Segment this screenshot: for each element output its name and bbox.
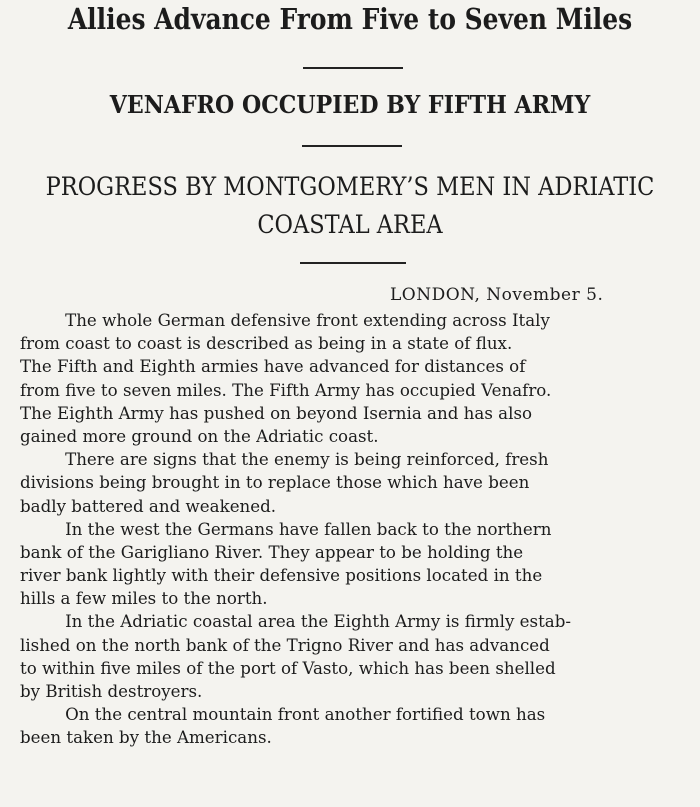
headline: Allies Advance From Five to Seven Miles (67, 2, 633, 36)
paragraph-line: In the west the Germans have fallen back to the northern (65, 519, 552, 540)
paragraph-line: from five to seven miles. The Fifth Army has occupied Venafro. (20, 380, 552, 401)
paragraph-line: bank of the Garigliano River. They appear to be holding the (20, 542, 524, 563)
paragraph-line: divisions being brought in to replace those which have been (20, 473, 530, 494)
divider-rule (303, 67, 403, 69)
paragraph-line: badly battered and weakened. (20, 496, 277, 517)
divider-rule (300, 262, 406, 264)
dateline: LONDON, November 5. (390, 285, 604, 305)
paragraph-line: to within five miles of the port of Vasto, which has been shelled (20, 658, 556, 679)
paragraph-line: There are signs that the enemy is being reinforced, fresh (65, 450, 549, 471)
paragraph-line: from coast to coast is described as being in a state of flux. (20, 334, 513, 355)
paragraph-line: been taken by the Americans. (20, 728, 272, 749)
paragraph-line: gained more ground on the Adriatic coast. (20, 426, 379, 447)
paragraph-line: In the Adriatic coastal area the Eighth Army is firmly estab- (65, 612, 572, 633)
paragraph-line: hills a few miles to the north. (20, 589, 268, 610)
divider-rule (302, 145, 402, 147)
paragraph-line: lished on the north bank of the Trigno River and has advanced (20, 635, 550, 656)
deck-headline (35, 168, 665, 244)
paragraph-line: by British destroyers. (20, 682, 203, 702)
paragraph-line: On the central mountain front another fortified town has (65, 705, 546, 726)
deck-line-1: PROGRESS BY MONTGOMERY’S MEN IN ADRIATIC (45, 172, 655, 201)
paragraph-line: The Fifth and Eighth armies have advanced for distances of (20, 357, 526, 378)
article-body (20, 310, 680, 751)
paragraph-line: The whole German defensive front extending across Italy (65, 311, 550, 331)
subheadline: VENAFRO OCCUPIED BY FIFTH ARMY (109, 90, 591, 119)
paragraph-line: The Eighth Army has pushed on beyond Isernia and has also (20, 403, 533, 424)
deck-line-2: COASTAL AREA (257, 210, 443, 239)
paragraph-line: river bank lightly with their defensive positions located in the (20, 566, 543, 587)
